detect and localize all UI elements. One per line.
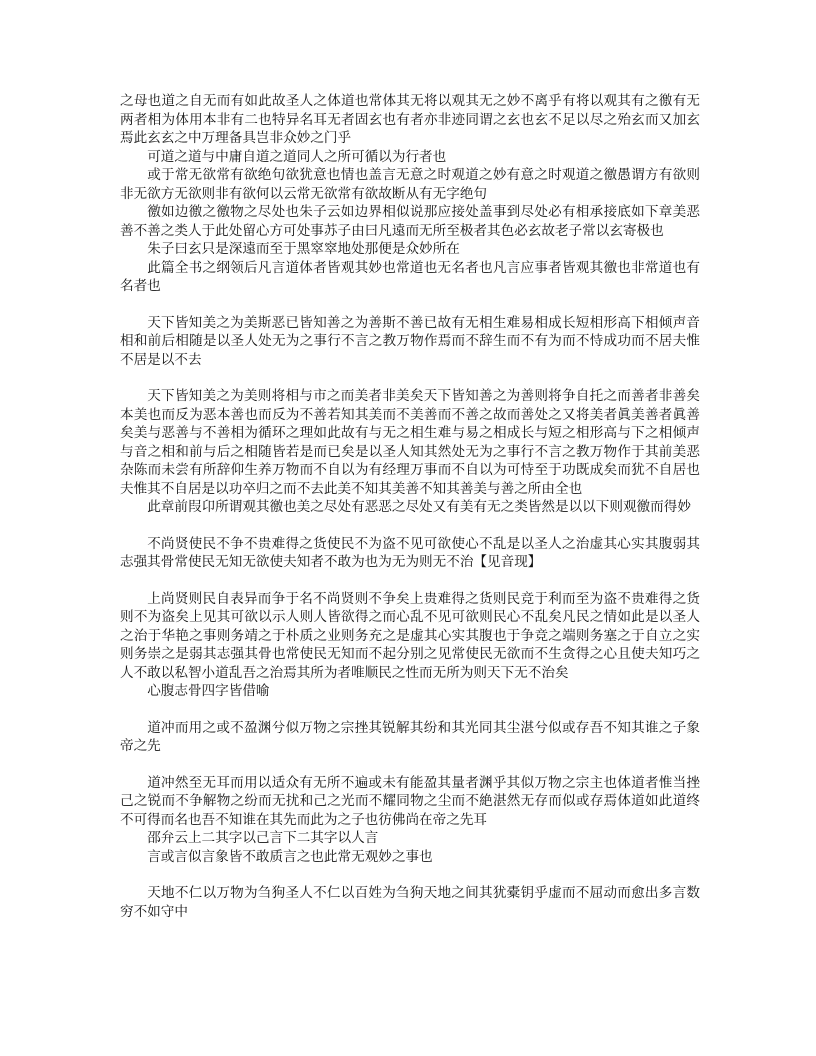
- paragraph: 道冲然至无耳而用以适众有无所不遍或未有能盈其量者渊乎其似万物之宗主也体道者惟当挫己之锐而不争解物之纷而无扰和己之光而不耀同物之尘而不絶湛然无存而似或存焉体道如此道终不可得而名也吾不知谁在其先而此为之子也彷佛尚在帝之先耳: [120, 774, 700, 828]
- paragraph-gap: [120, 572, 700, 590]
- paragraph-gap: [120, 296, 700, 314]
- paragraph-gap: [120, 701, 700, 719]
- paragraph: 或于常无欲常有欲绝句欲犹意也情也盖言无意之时观道之妙有意之时观道之徼愚谓方有欲则非无欲方无欲则非有欲何以云常无欲常有欲故断从有无字绝句: [120, 167, 700, 202]
- paragraph: 不尚贤使民不争不贵难得之货使民不为盗不见可欲使心不乱是以圣人之治虚其心实其腹弱其志强其骨常使民无知无欲使夫知者不敢为也为无为则无不治【见音现】: [120, 535, 700, 570]
- paragraph: 天下皆知美之为美则将相与市之而美者非美矣天下皆知善之为善则将争自托之而善者非善矣本美也而反为恶本善也而反为不善若知其美而不美善而不善之故而善处之又将美者眞美善者眞善矣美与恶善与不善相为循环之理如此故有与无之相生难与易之相成长与短之相形高与下之相倾声与音之相和前与后之相随皆若是而已矣是以圣人知其然处无为之事行不言之教万物作于其前美恶杂陈而未尝有所辞仰生养万物而不自以为有经理万事而不自以为可恃至于功既成矣而犹不自居也夫惟其不自居是以功卒归之而不去此美不知其美善不知其善美与善之所由全也: [120, 388, 700, 497]
- paragraph-gap: [120, 756, 700, 774]
- paragraph: 上尚贤则民自表异而争于名不尚贤则不争矣上贵难得之货则民竞于利而至为盗不贵难得之货则不为盗矣上见其可欲以示人则人皆欲得之而心乱不见可欲则民心不乱矣凡民之情如此是以圣人之治于华艳之事则务靖之于朴质之业则务充之是虚其心实其腹也于争竞之端则务塞之于自立之实则务崇之是弱其志强其骨也常使民无知而不起分别之见常使民无欲而不生贪得之心且使夫知巧之人不敢以私智小道乱吾之治焉其所为者唯顺民之性而无所为则天下无不治矣: [120, 590, 700, 681]
- paragraph: 邵弁云上二其字以己言下二其字以人言: [147, 830, 379, 846]
- paragraph: 言或言似言象皆不敢质言之也此常无观妙之事也: [147, 848, 433, 865]
- paragraph: 道冲而用之或不盈渊兮似万物之宗挫其锐解其纷和其光同其尘湛兮似或存吾不知其谁之子象帝之先: [120, 719, 700, 754]
- paragraph: 可道之道与中庸自道之道同人之所可循以为行者也: [147, 148, 447, 165]
- paragraph: 之母也道之自无而有如此故圣人之体道也常体其无将以观其无之妙不离乎有将以观其有之徼有无两者相为体用本非有二也特异名耳无者固玄也有者亦非迹同谓之玄也玄不足以尽之殆玄而又加玄焉此玄玄之中万理备具岂非众妙之门乎: [120, 93, 700, 146]
- paragraph: 徼如边徼之徼物之尽处也朱子云如边界相似说那应接处盖事到尽处必有相承接底如下章美恶善不善之类人于此处留心方可处事苏子由曰凡遠而无所至极者其色必玄故老子常以玄寄极也: [120, 204, 700, 239]
- document-page: [120, 92, 700, 921]
- paragraph: 朱子曰玄只是深遠而至于黑窣窣地处那便是众妙所在: [147, 241, 460, 257]
- paragraph: 天地不仁以万物为刍狗圣人不仁以百姓为刍狗天地之间其犹橐钥乎虚而不屈动而愈出多言数穷不如守中: [120, 885, 700, 920]
- paragraph-gap: [120, 517, 700, 535]
- paragraph: 此篇全书之纲领后凡言道体者皆观其妙也常道也无名者也凡言应事者皆观其徼也非常道也有名者也: [120, 259, 700, 294]
- paragraph-gap: [120, 369, 700, 387]
- paragraph: 心腹志骨四字皆借喻: [147, 683, 270, 699]
- paragraph-gap: [120, 866, 700, 884]
- paragraph: 天下皆知美之为美斯恶已皆知善之为善斯不善已故有无相生难易相成长短相形高下相倾声音相和前后相随是以圣人处无为之事行不言之教万物作焉而不辞生而不有为而不恃成功而不居夫惟不居是以不去: [120, 314, 700, 368]
- paragraph: 此章前叚卬所谓观其徼也美之尽处有恶恶之尽处又有美有无之类皆然是以以下则观徼而得妙: [147, 499, 691, 515]
